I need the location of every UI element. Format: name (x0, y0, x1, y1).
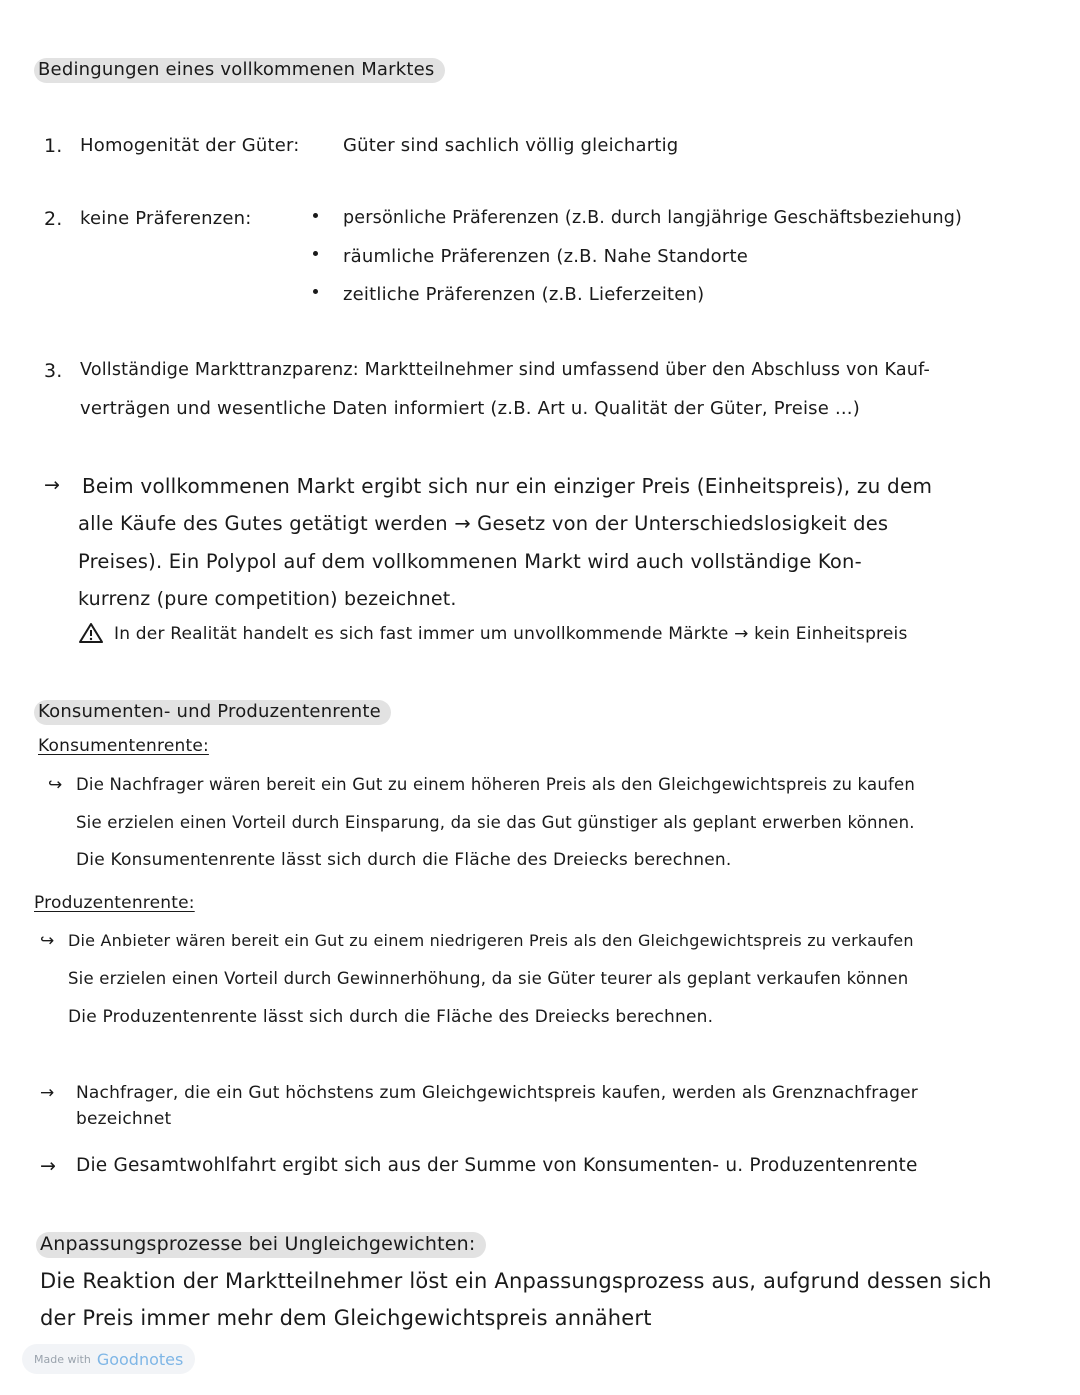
goodnotes-badge (22, 1344, 195, 1374)
bullet-dot (313, 289, 318, 294)
section-heading-rent: Konsumenten- und Produzentenrente (34, 700, 391, 725)
paragraph-line: Nachfrager, die ein Gut höchstens zum Gleichgewichtspreis kaufen, werden als Grenznachfrager (76, 1083, 918, 1103)
goodnotes-brand: Goodnotes (96, 1349, 184, 1369)
paragraph-line: Die Konsumentenrente lässt sich durch die Fläche des Dreiecks berechnen. (76, 850, 732, 870)
paragraph-line: Vollständige Markttranzparenz: Marktteilnehmer sind umfassend über den Abschluss von Kauf- (80, 360, 931, 380)
paragraph-line: Sie erzielen einen Vorteil durch Gewinnerhöhung, da sie Güter teurer als geplant verkaufen können (68, 969, 909, 988)
paragraph-line: Die Produzentenrente lässt sich durch die Fläche des Dreiecks berechnen. (68, 1007, 714, 1027)
arrow-icon: → (40, 1155, 57, 1177)
bullet-dot (313, 251, 318, 256)
item-label: Homogenität der Güter: (80, 135, 300, 156)
bullet-dot (313, 213, 318, 218)
item-number: 1. (44, 135, 63, 157)
section-heading-perfect-market: Bedingungen eines vollkommenen Marktes (34, 58, 445, 83)
hook-arrow-icon: ↪ (48, 775, 63, 795)
made-with-label: Made with (34, 1352, 91, 1366)
paragraph-line: kurrenz (pure competition) bezeichnet. (78, 588, 457, 610)
subheading-consumer: Konsumentenrente: (38, 736, 209, 756)
item-label: keine Präferenzen: (80, 208, 252, 229)
paragraph-line: Beim vollkommenen Markt ergibt sich nur ein einziger Preis (Einheitspreis), zu dem (82, 474, 933, 498)
paragraph-line: der Preis immer mehr dem Gleichgewichtspreis annähert (40, 1306, 652, 1330)
list-item: persönliche Präferenzen (z.B. durch langjährige Geschäftsbeziehung) (343, 208, 963, 228)
paragraph-line: Die Anbieter wären bereit ein Gut zu einem niedrigeren Preis als den Gleichgewichtspreis zu verkaufen (68, 931, 914, 950)
list-item: räumliche Präferenzen (z.B. Nahe Standorte (343, 246, 748, 267)
paragraph-line: verträgen und wesentliche Daten informiert (z.B. Art u. Qualität der Güter, Preise ...) (80, 398, 860, 419)
paragraph-line: bezeichnet (76, 1109, 172, 1129)
warning-text: In der Realität handelt es sich fast immer um unvollkommende Märkte → kein Einheitspreis (114, 624, 908, 644)
paragraph-line: alle Käufe des Gutes getätigt werden → Gesetz von der Unterschiedslosigkeit des (78, 512, 889, 535)
list-item: zeitliche Präferenzen (z.B. Lieferzeiten) (343, 284, 705, 305)
section-heading-adjustment: Anpassungsprozesse bei Ungleichgewichten: (36, 1232, 486, 1258)
paragraph-line: Sie erzielen einen Vorteil durch Einsparung, da sie das Gut günstiger als geplant erwerben können. (76, 813, 915, 832)
paragraph-line: Die Reaktion der Marktteilnehmer löst ein Anpassungsprozess aus, aufgrund dessen sich (40, 1269, 992, 1293)
item-number: 2. (44, 208, 63, 230)
paragraph-line: Preises). Ein Polypol auf dem vollkommenen Markt wird auch vollständige Kon- (78, 550, 862, 573)
arrow-icon: → (40, 1083, 55, 1103)
warning-icon (78, 622, 104, 644)
paragraph-line: Die Gesamtwohlfahrt ergibt sich aus der Summe von Konsumenten- u. Produzentenrente (76, 1155, 918, 1176)
hook-arrow-icon: ↪ (40, 931, 55, 951)
paragraph-line: Die Nachfrager wären bereit ein Gut zu einem höheren Preis als den Gleichgewichtspreis zu kaufen (76, 775, 916, 794)
item-text: Güter sind sachlich völlig gleichartig (343, 135, 679, 156)
arrow-icon: → (44, 474, 61, 496)
subheading-producer: Produzentenrente: (34, 893, 195, 913)
item-number: 3. (44, 360, 63, 382)
